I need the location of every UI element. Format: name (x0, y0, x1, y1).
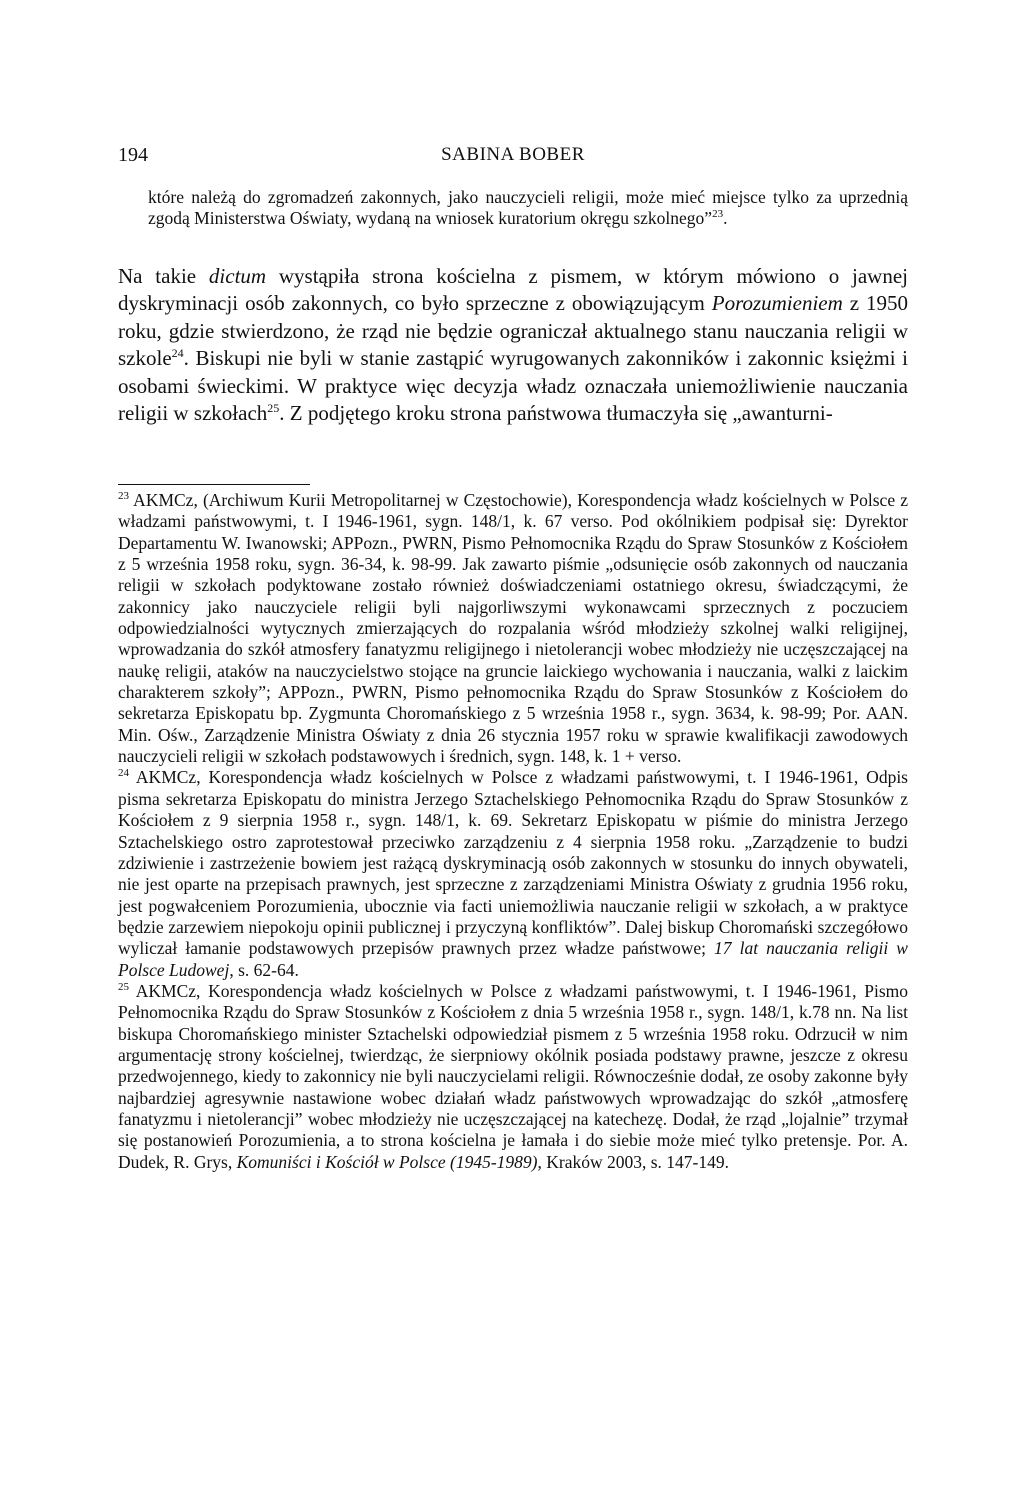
footnote-separator (118, 484, 310, 485)
footnote-number: 24 (118, 767, 129, 780)
block-quote (148, 187, 908, 229)
main-text-2: wystąpiła strona kościelna z pismem, w którym mówiono o jawnej dyskryminacji osób zakonnych, co było sprzeczne z obowiązującym (118, 264, 908, 316)
footnote-ref-25[interactable]: 25 (267, 401, 280, 416)
page-number: 194 (118, 144, 148, 166)
footnote-text: AKMCz, Korespondencja władz kościelnych w Polsce z władzami państwowymi, t. I 1946-1961, Odpis pisma sekretarza Episkopatu do ministra Jerzego Sztachelskiego Pełnomocnika Rządu do Spraw Stosunków z Kościołem z 9 sierpnia 1958 r., sygn. 148/1, k. 69. Sekretarz Episkopatu w piśmie do ministra Jerzego Sztachelskiego ostro zaprotestował przeciwko zarządzeniu z 4 sierpnia 1958 roku. „Zarządzenie to budzi zdziwienie i zastrzeżenie bowiem jest rażącą dyskryminacją osób zakonnych w stosunku do innych obywateli, nie jest oparte na przepisach prawnych, jest sprzeczne z zarządzeniami Ministra Oświaty z grudnia 1956 roku, jest pogwałceniem Porozumienia, ubocznie via facti uniemożliwia nauczanie religii w szkołach, a w praktyce będzie zarzewiem niepokoju opinii publicznej i przyczyną konfliktów”. Dalej biskup Choromański szczegółowo wyliczał łamanie podstawowych przepisów prawnych przez władze państwowe; (118, 767, 908, 959)
main-italic-porozumieniem: Porozumieniem (711, 291, 843, 316)
footnotes (118, 490, 908, 1173)
footnote-ref-24[interactable]: 24 (171, 346, 184, 361)
footnote-italic-title: Komuniści i Kościół w Polsce (1945-1989) (236, 1151, 538, 1172)
main-text-5: . Z podjętego kroku strona państwowa tłumaczyła się „awanturni- (279, 401, 833, 426)
footnote-24 (118, 767, 908, 980)
footnote-23 (118, 490, 908, 767)
footnote-25 (118, 981, 908, 1173)
main-italic-dictum: dictum (208, 264, 267, 288)
footnote-number: 25 (118, 981, 129, 994)
page-header (118, 144, 908, 174)
main-paragraph (118, 263, 908, 427)
footnote-italic-title: 17 lat nauczania religii w Polsce Ludowej (118, 938, 908, 980)
footnote-text: AKMCz, (Archiwum Kurii Metropolitarnej w Częstochowie), Korespondencja władz kościelnych w Polsce z władzami państwowymi, t. I 1946-1961, sygn. 148/1, k. 67 verso. Pod okólnikiem podpisał się: Dyrektor Departamentu W. Iwanowski; APPozn., PWRN, Pismo Pełnomocnika Rządu do Spraw Stosunków z Kościołem z 5 września 1958 roku, sygn. 36-34, k. 98-99. Jak zawarto piśmie „odsunięcie osób zakonnych od nauczania religii w szkołach podyktowane zostało również doświadczeniami ostatniego okresu, świadczącymi, że zakonnicy jako nauczyciele religii byli najgorliwszymi wykonawcami sprzecznych z poczuciem odpowiedzialności wytycznych zmierzających do rozpalania wśród młodzieży szkolnej walki religijnej, wprowadzania do szkół atmosfery fanatyzmu religijnego i nietolerancji wobec młodzieży nie uczęszczającej na naukę religii, ataków na nauczycielstwo stojące na gruncie laickiego wychowania i nauczania, walki z laickim charakterem szkoły”; APPozn., PWRN, Pismo pełnomocnika Rządu do Spraw Stosunków z Kościołem do sekretarza Episkopatu bp. Zygmunta Choromańskiego z 5 września 1958 r., sygn. 3634, k. 98-99; Por. AAN. Min. Ośw., Zarządzenie Ministra Oświaty z dnia 26 stycznia 1957 roku w sprawie kwalifikacji zawodowych nauczycieli religii w szkołach podstawowych i średnich, sygn. 148, k. 1 + verso. (118, 490, 908, 767)
footnote-text-end: , Kraków 2003, s. 147-149. (537, 1151, 730, 1172)
main-text-4: . Biskupi nie byli w stanie zastąpić wyrugowanych zakonników i zakonnic księżmi i osobami świeckimi. W praktyce więc decyzja władz oznaczała uniemożliwienie nauczania religii w szkołach (118, 346, 908, 426)
quote-text: które należą do zgromadzeń zakonnych, jako nauczycieli religii, może mieć miejsce tylko za uprzednią zgodą Ministerstwa Oświaty, wydaną na wniosek kuratorium okręgu szkolnego” (148, 187, 908, 228)
main-text-3: z 1950 roku, gdzie stwierdzono, że rząd nie będzie ograniczał aktualnego stanu nauczania religii w szkole (118, 291, 908, 371)
quote-end: . (723, 208, 728, 228)
footnote-ref-23[interactable]: 23 (712, 208, 724, 221)
footnote-text-end: , s. 62-64. (229, 959, 299, 980)
running-title: SABINA BOBER (441, 144, 585, 165)
main-text-1: Na takie (118, 264, 209, 288)
footnote-text: AKMCz, Korespondencja władz kościelnych w Polsce z władzami państwowymi, t. I 1946-1961, Pismo Pełnomocnika Rządu do Spraw Stosunków z Kościołem z dnia 5 września 1958 r., sygn. 148/1, k.78 nn. Na list biskupa Choromańskiego minister Sztachelski odpowiedział pismem z 5 września 1958 roku. Odrzucił w nim argumentację strony kościelnej, twierdząc, że sierpniowy okólnik posiada podstawy prawne, jeszcze z okresu przedwojennego, kiedy to zakonnicy nie byli nauczycielami religii. Równocześnie dodał, ze osoby zakonne były najbardziej agresywnie nastawione wobec działań władz państwowych wprowadzając do szkół „atmosferę fanatyzmu i nietolerancji” wobec młodzieży nie uczęszczającej na katechezę. Dodał, że rząd „lojalnie” trzymał się postanowień Porozumienia, a to strona kościelna je łamała i do siebie może mieć tylko pretensje. Por. A. Dudek, R. Grys, (118, 980, 908, 1172)
footnote-number: 23 (118, 490, 129, 503)
